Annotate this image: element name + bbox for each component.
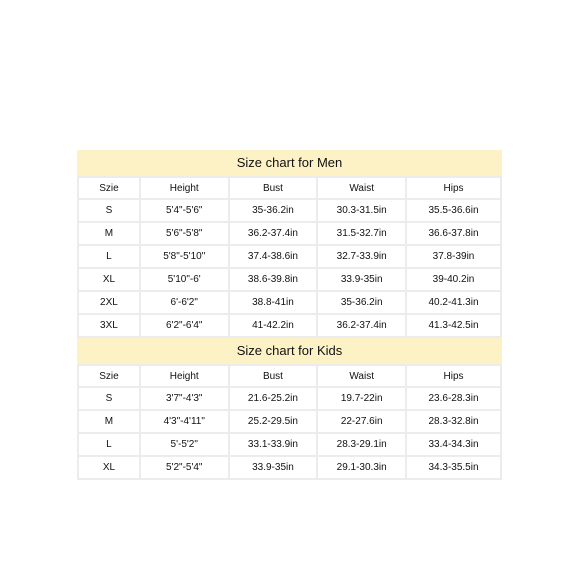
header-row [79, 366, 500, 386]
men-size-table [77, 176, 502, 338]
kids-table-header [79, 366, 500, 386]
height-cell: 5'-5'2" [141, 434, 228, 455]
size-cell: M [79, 411, 139, 432]
bust-cell: 33.9-35in [230, 457, 317, 478]
table-row [79, 200, 500, 221]
men-chart-title: Size chart for Men [77, 150, 502, 176]
size-cell: XL [79, 269, 139, 290]
column-header-height: Height [141, 178, 228, 198]
height-cell: 6'-6'2" [141, 292, 228, 313]
hips-cell: 35.5-36.6in [407, 200, 500, 221]
kids-table-body [79, 388, 500, 478]
hips-cell: 33.4-34.3in [407, 434, 500, 455]
height-cell: 5'8"-5'10" [141, 246, 228, 267]
table-row [79, 434, 500, 455]
table-row [79, 269, 500, 290]
hips-cell: 36.6-37.8in [407, 223, 500, 244]
kids-size-chart [77, 338, 502, 480]
column-header-hips: Hips [407, 366, 500, 386]
height-cell: 5'10"-6' [141, 269, 228, 290]
size-cell: 3XL [79, 315, 139, 336]
hips-cell: 39-40.2in [407, 269, 500, 290]
waist-cell: 28.3-29.1in [318, 434, 405, 455]
size-cell: XL [79, 457, 139, 478]
bust-cell: 37.4-38.6in [230, 246, 317, 267]
column-header-size: Szie [79, 366, 139, 386]
hips-cell: 28.3-32.8in [407, 411, 500, 432]
column-header-size: Szie [79, 178, 139, 198]
hips-cell: 41.3-42.5in [407, 315, 500, 336]
height-cell: 3'7"-4'3" [141, 388, 228, 409]
table-row [79, 292, 500, 313]
men-table-body [79, 200, 500, 336]
size-cell: S [79, 388, 139, 409]
column-header-waist: Waist [318, 366, 405, 386]
size-charts [77, 150, 502, 480]
table-row [79, 246, 500, 267]
waist-cell: 35-36.2in [318, 292, 405, 313]
table-row [79, 388, 500, 409]
bust-cell: 38.8-41in [230, 292, 317, 313]
height-cell: 5'6"-5'8" [141, 223, 228, 244]
bust-cell: 35-36.2in [230, 200, 317, 221]
size-cell: L [79, 246, 139, 267]
bust-cell: 21.6-25.2in [230, 388, 317, 409]
table-row [79, 315, 500, 336]
height-cell: 5'4"-5'6" [141, 200, 228, 221]
men-table-header [79, 178, 500, 198]
bust-cell: 25.2-29.5in [230, 411, 317, 432]
bust-cell: 36.2-37.4in [230, 223, 317, 244]
table-row [79, 223, 500, 244]
size-cell: M [79, 223, 139, 244]
kids-chart-title: Size chart for Kids [77, 338, 502, 364]
waist-cell: 33.9-35in [318, 269, 405, 290]
hips-cell: 37.8-39in [407, 246, 500, 267]
size-cell: S [79, 200, 139, 221]
column-header-waist: Waist [318, 178, 405, 198]
hips-cell: 40.2-41.3in [407, 292, 500, 313]
waist-cell: 32.7-33.9in [318, 246, 405, 267]
hips-cell: 34.3-35.5in [407, 457, 500, 478]
men-size-chart [77, 150, 502, 338]
waist-cell: 22-27.6in [318, 411, 405, 432]
column-header-hips: Hips [407, 178, 500, 198]
waist-cell: 19.7-22in [318, 388, 405, 409]
column-header-bust: Bust [230, 366, 317, 386]
table-row [79, 457, 500, 478]
height-cell: 4'3"-4'11" [141, 411, 228, 432]
table-row [79, 411, 500, 432]
waist-cell: 30.3-31.5in [318, 200, 405, 221]
bust-cell: 33.1-33.9in [230, 434, 317, 455]
column-header-height: Height [141, 366, 228, 386]
waist-cell: 36.2-37.4in [318, 315, 405, 336]
bust-cell: 38.6-39.8in [230, 269, 317, 290]
waist-cell: 29.1-30.3in [318, 457, 405, 478]
kids-size-table [77, 364, 502, 480]
height-cell: 5'2"-5'4" [141, 457, 228, 478]
waist-cell: 31.5-32.7in [318, 223, 405, 244]
hips-cell: 23.6-28.3in [407, 388, 500, 409]
size-cell: 2XL [79, 292, 139, 313]
height-cell: 6'2"-6'4" [141, 315, 228, 336]
column-header-bust: Bust [230, 178, 317, 198]
header-row [79, 178, 500, 198]
bust-cell: 41-42.2in [230, 315, 317, 336]
size-cell: L [79, 434, 139, 455]
